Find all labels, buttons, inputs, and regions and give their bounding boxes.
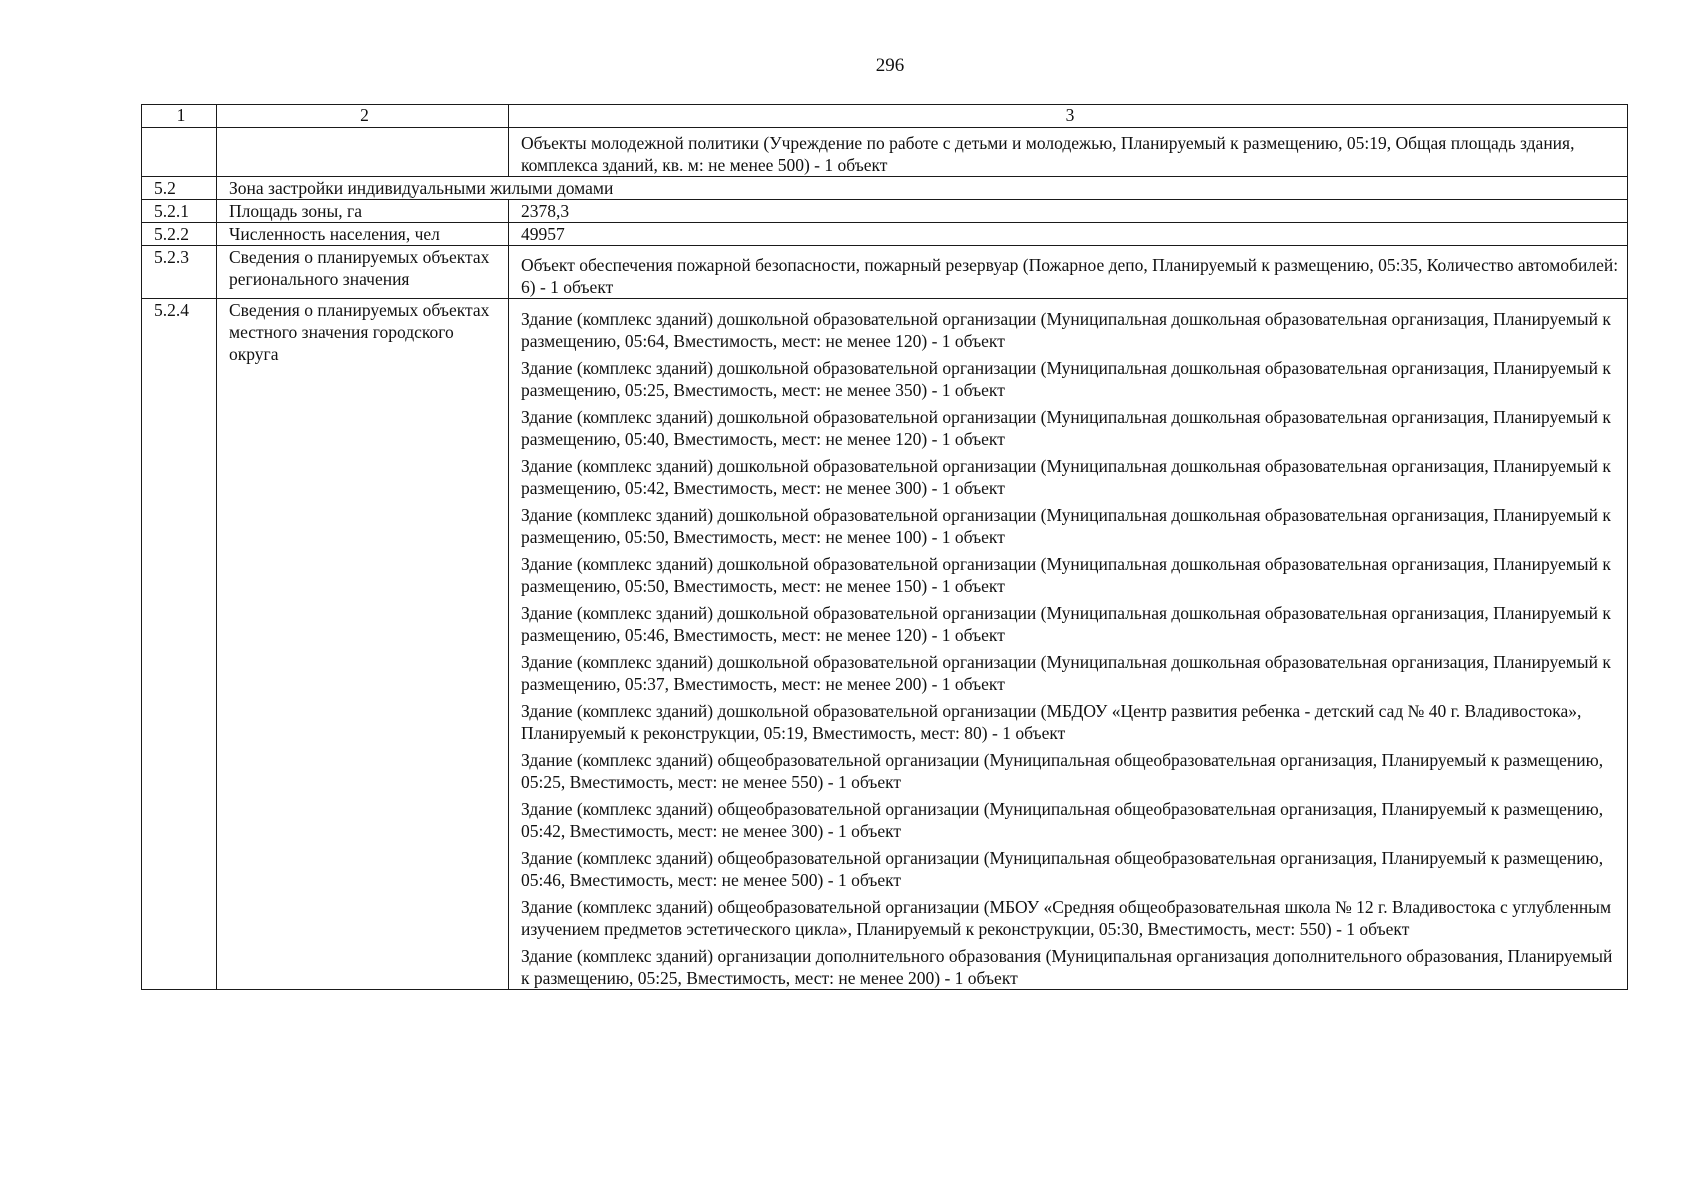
list-item: Здание (комплекс зданий) организации дополнительного образования (Муниципальная организация дополнительного образования, Планируемый к размещению, 05:25, Вместимость, мест: не менее 200) - 1 объект xyxy=(521,946,1613,988)
header-col-3: 3 xyxy=(509,105,1628,128)
list-item: Здание (комплекс зданий) дошкольной образовательной организации (Муниципальная дошкольная образовательная организация, Планируемый к размещению, 05:64, Вместимость, мест: не менее 120) - 1 объект xyxy=(521,309,1611,351)
list-item: Здание (комплекс зданий) дошкольной образовательной организации (Муниципальная дошкольная образовательная организация, Планируемый к размещению, 05:50, Вместимость, мест: не менее 150) - 1 объект xyxy=(521,554,1611,596)
local-number: 5.2.4 xyxy=(142,299,217,990)
zone-title: Зона застройки индивидуальными жилыми домами xyxy=(217,177,1628,200)
list-item: Здание (комплекс зданий) дошкольной образовательной организации (Муниципальная дошкольная образовательная организация, Планируемый к размещению, 05:42, Вместимость, мест: не менее 300) - 1 объект xyxy=(521,456,1611,498)
list-item: Здание (комплекс зданий) дошкольной образовательной организации (Муниципальная дошкольная образовательная организация, Планируемый к размещению, 05:25, Вместимость, мест: не менее 350) - 1 объект xyxy=(521,358,1611,400)
zone-number: 5.2 xyxy=(142,177,217,200)
population-row xyxy=(142,223,1628,246)
list-item: Здание (комплекс зданий) общеобразовательной организации (МБОУ «Средняя общеобразовательная школа № 12 г. Владивостока с углубленным изучением предметов эстетического цикла», Планируемый к реконструкции, 05:30, Вместимость, мест: 550) - 1 объект xyxy=(521,897,1612,939)
youth-policy-text: Объекты молодежной политики (Учреждение по работе с детьми и молодежью, Планируемый к размещению, 05:19, Общая площадь здания, комплекса зданий, кв. м: не менее 500) - 1 объект xyxy=(509,128,1628,177)
population-number: 5.2.2 xyxy=(142,223,217,246)
list-item: Здание (комплекс зданий) дошкольной образовательной организации (Муниципальная дошкольная образовательная организация, Планируемый к размещению, 05:50, Вместимость, мест: не менее 100) - 1 объект xyxy=(521,505,1611,547)
page-number: 296 xyxy=(875,55,905,76)
list-item: Здание (комплекс зданий) общеобразовательной организации (Муниципальная общеобразовательная организация, Планируемый к размещению, 05:46, Вместимость, мест: не менее 500) - 1 объект xyxy=(521,848,1604,890)
local-label: Сведения о планируемых объектах местного значения городского округа xyxy=(217,299,509,990)
list-item: Здание (комплекс зданий) общеобразовательной организации (Муниципальная общеобразовательная организация, Планируемый к размещению, 05:25, Вместимость, мест: не менее 550) - 1 объект xyxy=(521,750,1604,792)
regional-number: 5.2.3 xyxy=(142,246,217,299)
row-number-cell xyxy=(142,128,217,177)
regional-label: Сведения о планируемых объектах регионального значения xyxy=(217,246,509,299)
list-item: Здание (комплекс зданий) дошкольной образовательной организации (Муниципальная дошкольная образовательная организация, Планируемый к размещению, 05:40, Вместимость, мест: не менее 120) - 1 объект xyxy=(521,407,1611,449)
regional-value: Объект обеспечения пожарной безопасности, пожарный резервуар (Пожарное депо, Планируемый к размещению, 05:35, Количество автомобилей: 6) - 1 объект xyxy=(509,246,1628,299)
area-number: 5.2.1 xyxy=(142,200,217,223)
continuation-row xyxy=(142,128,1628,177)
header-row xyxy=(142,105,1628,128)
planning-table xyxy=(141,104,1628,990)
local-row xyxy=(142,299,1628,990)
zone-row xyxy=(142,177,1628,200)
population-label: Численность населения, чел xyxy=(217,223,509,246)
list-item: Здание (комплекс зданий) общеобразовательной организации (Муниципальная общеобразовательная организация, Планируемый к размещению, 05:42, Вместимость, мест: не менее 300) - 1 объект xyxy=(521,799,1604,841)
header-col-2: 2 xyxy=(217,105,509,128)
area-row xyxy=(142,200,1628,223)
local-objects-list xyxy=(509,299,1628,990)
list-item: Здание (комплекс зданий) дошкольной образовательной организации (МБДОУ «Центр развития ребенка - детский сад № 40 г. Владивостока», Планируемый к реконструкции, 05:19, Вместимость, мест: 80) - 1 объект xyxy=(521,701,1582,743)
list-item: Здание (комплекс зданий) дошкольной образовательной организации (Муниципальная дошкольная образовательная организация, Планируемый к размещению, 05:37, Вместимость, мест: не менее 200) - 1 объект xyxy=(521,652,1611,694)
header-col-1: 1 xyxy=(142,105,217,128)
population-value: 49957 xyxy=(509,223,1628,246)
list-item: Здание (комплекс зданий) дошкольной образовательной организации (Муниципальная дошкольная образовательная организация, Планируемый к размещению, 05:46, Вместимость, мест: не менее 120) - 1 объект xyxy=(521,603,1611,645)
area-label: Площадь зоны, га xyxy=(217,200,509,223)
regional-row xyxy=(142,246,1628,299)
row-label-cell xyxy=(217,128,509,177)
area-value: 2378,3 xyxy=(509,200,1628,223)
